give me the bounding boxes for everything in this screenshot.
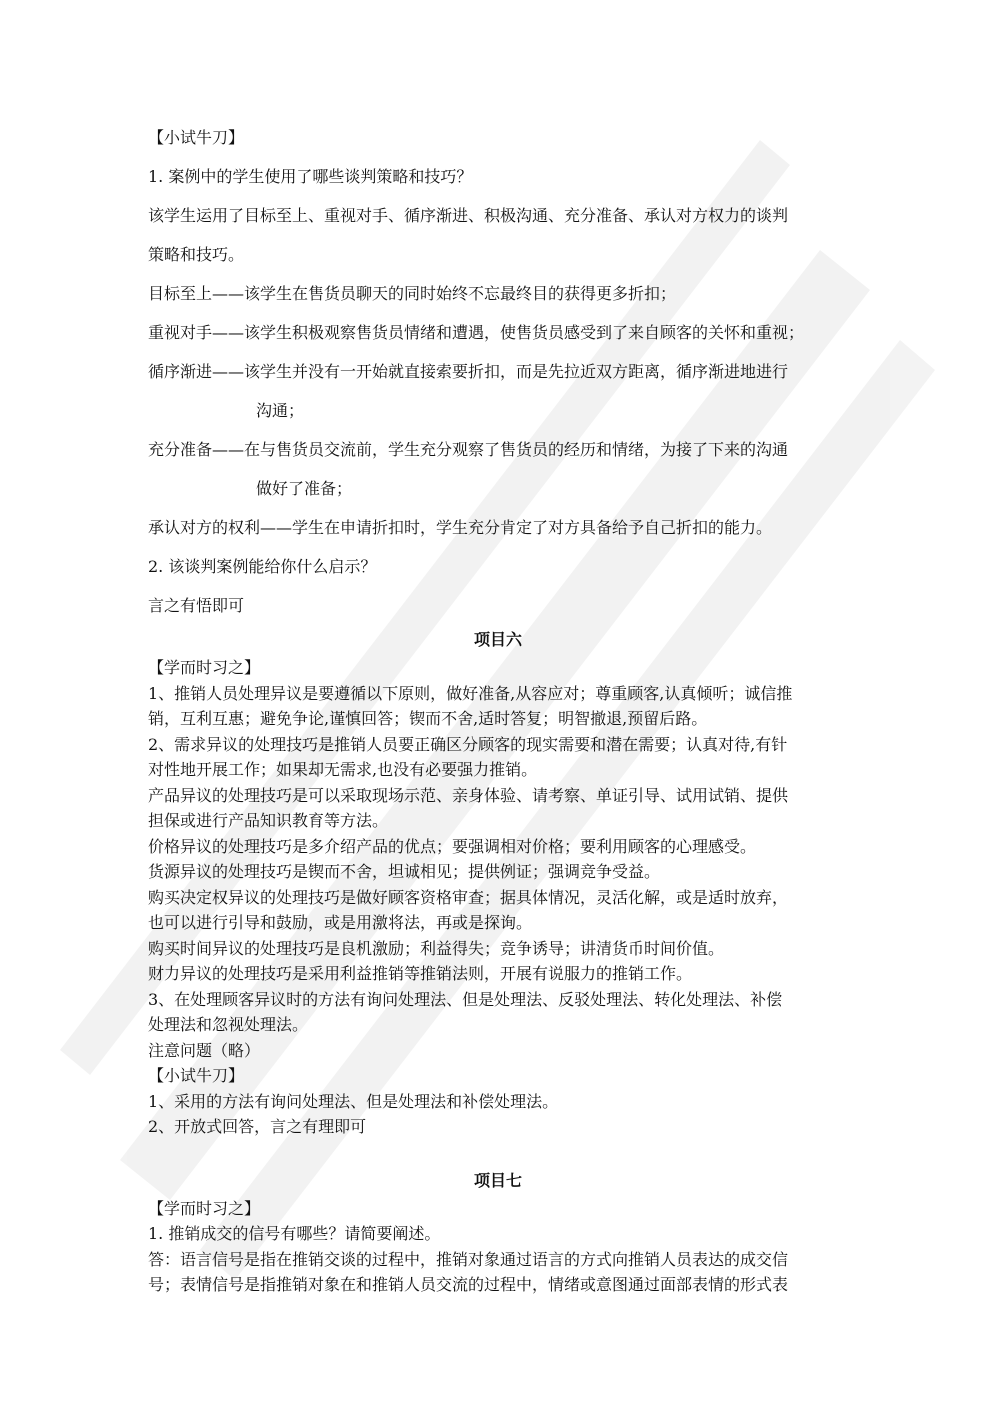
answer-1-line-2: 策略和技巧。 (148, 245, 245, 264)
section-label: 【学而时习之】 (148, 1198, 261, 1218)
text-line: 答：语言信号是指在推销交谈的过程中，推销对象通过语言的方式向推销人员表达的成交信 (148, 1249, 789, 1269)
text-line: 担保或进行产品知识教育等方法。 (148, 811, 389, 830)
answer-2: 言之有悟即可 (148, 596, 245, 615)
text-line: 注意问题（略） (148, 1040, 261, 1060)
section-label: 【学而时习之】 (148, 658, 261, 677)
section-heading: 项目七 (473, 1170, 522, 1190)
text-line: 产品异议的处理技巧是可以采取现场示范、亲身体验、请考察、单证引导、试用试销、提供 (148, 785, 789, 805)
section-heading: 项目六 (473, 630, 522, 649)
text-line: 也可以进行引导和鼓励，或是用激将法，再或是探询。 (148, 913, 533, 932)
text-line: 销，互利互惠；避免争论,谨慎回答；锲而不舍,适时答复；明智撤退,预留后路。 (148, 709, 708, 728)
question-1: 1. 案例中的学生使用了哪些谈判策略和技巧？ (148, 167, 473, 186)
question-2: 2. 该谈判案例能给你什么启示？ (148, 557, 377, 576)
spacer (148, 1140, 848, 1166)
strategy-item: 循序渐进——该学生并没有一开始就直接索要折扣，而是先拉近双方距离，循序渐进地进行 (148, 362, 789, 381)
answer-1-line-1: 该学生运用了目标至上、重视对手、循序渐进、积极沟通、充分准备、承认对方权力的谈判 (148, 206, 789, 225)
section-label: 【小试牛刀】 (148, 1066, 245, 1085)
document-page (148, 118, 848, 1298)
text-line: 2、需求异议的处理技巧是推销人员要正确区分顾客的现实需要和潜在需要；认真对待,有针 (148, 734, 788, 754)
text-line: 货源异议的处理技巧是锲而不舍，坦诚相见；提供例证；强调竞争受益。 (148, 862, 661, 881)
text-line: 3、在处理顾客异议时的方法有询问处理法、但是处理法、反驳处理法、转化处理法、补偿 (148, 989, 783, 1009)
text-line: 1. 推销成交的信号有哪些？请简要阐述。 (148, 1224, 441, 1243)
strategy-item-continuation: 沟通； (256, 401, 305, 420)
text-line: 购买时间异议的处理技巧是良机激励；利益得失；竞争诱导；讲清货币时间价值。 (148, 938, 725, 958)
strategy-item: 充分准备——在与售货员交流前，学生充分观察了售货员的经历和情绪，为接了下来的沟通 (148, 440, 789, 459)
text-line: 处理法和忽视处理法。 (148, 1015, 309, 1034)
text-line: 号；表情信号是指推销对象在和推销人员交流的过程中，情绪或意图通过面部表情的形式表 (148, 1275, 789, 1294)
strategy-item: 承认对方的权利——学生在申请折扣时，学生充分肯定了对方具备给予自己折扣的能力。 (148, 518, 773, 537)
text-line: 对性地开展工作；如果却无需求,也没有必要强力推销。 (148, 760, 538, 779)
strategy-item: 目标至上——该学生在售货员聊天的同时始终不忘最终目的获得更多折扣； (148, 284, 677, 303)
section-project-6 (148, 625, 848, 1140)
section-label: 【小试牛刀】 (148, 128, 245, 147)
text-line: 财力异议的处理技巧是采用利益推销等推销法则，开展有说服力的推销工作。 (148, 964, 693, 983)
section-project-7 (148, 1166, 848, 1298)
strategy-item-continuation: 做好了准备； (256, 479, 353, 498)
text-line: 1、推销人员处理异议是要遵循以下原则，做好准备,从容应对；尊重顾客,认真倾听；诚信推 (148, 683, 793, 703)
strategy-item: 重视对手——该学生积极观察售货员情绪和遭遇，使售货员感受到了来自顾客的关怀和重视； (148, 323, 805, 342)
text-line: 价格异议的处理技巧是多介绍产品的优点；要强调相对价格；要利用顾客的心理感受。 (148, 836, 757, 856)
text-line: 购买决定权异议的处理技巧是做好顾客资格审查；据具体情况，灵活化解，或是适时放弃， (148, 887, 789, 907)
text-line: 1、采用的方法有询问处理法、但是处理法和补偿处理法。 (148, 1091, 559, 1111)
text-line: 2、开放式回答，言之有理即可 (148, 1117, 367, 1136)
section-trial (148, 118, 848, 625)
